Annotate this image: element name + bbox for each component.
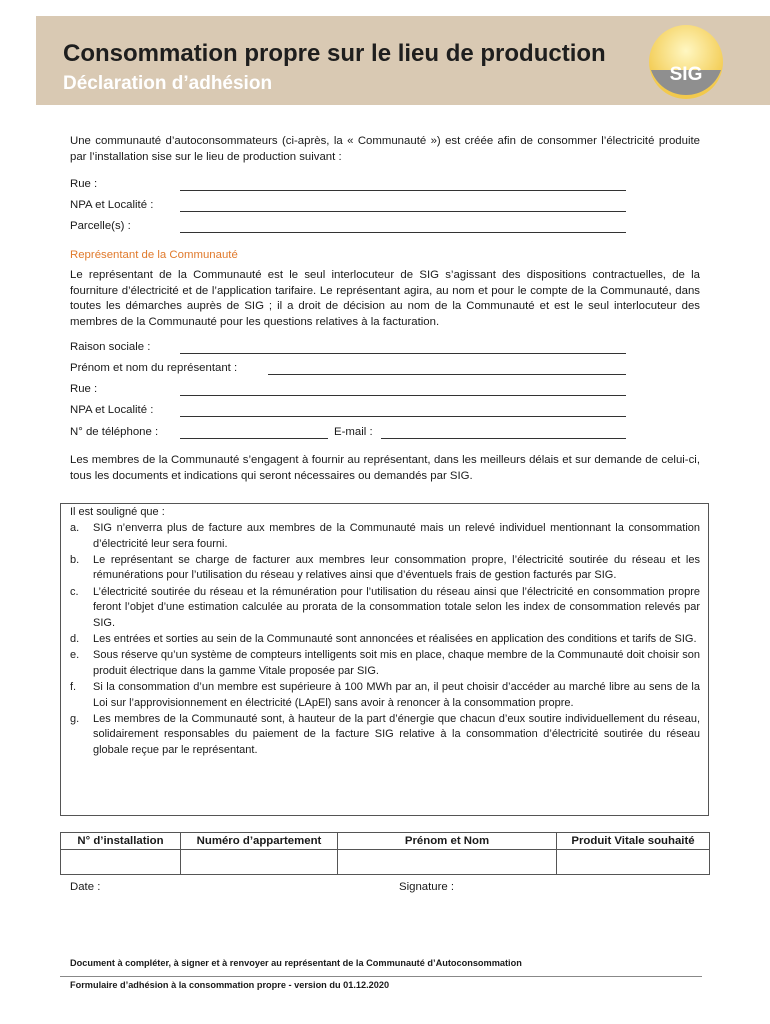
cell-produit[interactable] (557, 850, 710, 875)
cell-nom[interactable] (338, 850, 557, 875)
notice-intro: Il est souligné que : (70, 506, 165, 518)
notice-item-letter: b. (70, 553, 80, 566)
footer-divider (60, 976, 702, 977)
col-header-produit: Produit Vitale souhaité (557, 833, 710, 850)
site-npa-field[interactable] (180, 211, 626, 212)
rep-npa-label: NPA et Localité : (70, 404, 154, 416)
notice-item-letter: f. (70, 680, 77, 693)
telephone-label: N° de téléphone : (70, 426, 159, 438)
page-subtitle: Déclaration d’adhésion (63, 73, 273, 94)
notice-item (70, 553, 700, 584)
representative-paragraph: Le représentant de la Communauté est le seul interlocuteur de SIG s’agissant des dispositions contractuelles, de la fourniture d’électricité et de l’application tarifaire. Le représentant agira, au nom et pour le compte de la Communauté, dans toutes les démarches auprès de SIG ; il a droit de décision au nom de la Communauté et est le seul interlocuteur des membres de la Communauté pour les questions relatives à la facturation. (70, 269, 700, 328)
logo-text: SIG (669, 64, 703, 85)
notice-item-letter: d. (70, 632, 80, 645)
table-row (61, 850, 710, 875)
page-title: Consommation propre sur le lieu de production (63, 40, 606, 67)
notice-item-text: L’électricité soutirée du réseau et la rémunération pour l’utilisation du réseau ainsi que l’électricité en consommation propre feront l’objet d’une estimation calculée au prorata de la consommation totale selon les index de consommation relevés par SIG. (93, 585, 700, 629)
notice-item-letter: c. (70, 585, 79, 598)
email-label: E-mail : (334, 426, 373, 438)
notice-item (70, 521, 700, 552)
notice-item-text: SIG n’enverra plus de facture aux membres de la Communauté mais un relevé individuel mentionnant la consommation d’électricité leur sera fourni. (93, 522, 700, 550)
notice-item (70, 632, 700, 648)
cell-appartement[interactable] (181, 850, 338, 875)
col-header-appartement: Numéro d’appartement (181, 833, 338, 850)
notice-item-letter: g. (70, 712, 80, 725)
email-field[interactable] (381, 438, 626, 439)
notice-item (70, 648, 700, 679)
prenom-nom-label: Prénom et nom du représentant : (70, 362, 238, 374)
intro-paragraph: Une communauté d’autoconsommateurs (ci-après, la « Communauté ») est créée afin de consommer l’électricité produite par l’installation sise sur le lieu de production suivant : (70, 135, 700, 163)
notice-item-letter: a. (70, 522, 80, 534)
prenom-nom-field[interactable] (268, 374, 626, 375)
rep-rue-label: Rue : (70, 383, 98, 395)
footer-instruction: Document à compléter, à signer et à renvoyer au représentant de la Communauté d’Autoconsommation (70, 958, 522, 968)
site-rue-label: Rue : (70, 178, 98, 190)
site-npa-label: NPA et Localité : (70, 199, 154, 211)
members-commitment-paragraph: Les membres de la Communauté s’engagent à fournir au représentant, dans les meilleurs délais et sur demande de celui-ci, tous les documents et indications qui seront nécessaires ou demandés par SIG. (70, 454, 700, 482)
signature-label: Signature : (399, 881, 455, 893)
sig-logo (646, 22, 726, 102)
notice-item (70, 712, 700, 759)
notice-item-text: Le représentant se charge de facturer aux membres leur consommation propre, l’électricité soutirée du réseau et les rémunérations pour l’utilisation du réseau y relatives ainsi que d’éventuels frais de gestion facturés par SIG. (93, 553, 700, 582)
notice-item-text: Les membres de la Communauté sont, à hauteur de la part d’énergie que chacun d’eux soutire individuellement du réseau, solidairement responsables du paiement de la facture SIG relative à la consommation d’électricité soutirée du réseau globale reçue par le représentant. (93, 712, 700, 756)
col-header-nom: Prénom et Nom (338, 833, 557, 850)
raison-sociale-label: Raison sociale : (70, 341, 151, 353)
notice-item (70, 585, 700, 632)
telephone-field[interactable] (180, 438, 328, 439)
cell-installation[interactable] (61, 850, 181, 875)
representative-section-title: Représentant de la Communauté (70, 249, 238, 261)
rep-rue-field[interactable] (180, 395, 626, 396)
footer-version: Formulaire d’adhésion à la consommation propre - version du 01.12.2020 (70, 980, 390, 990)
notice-item-text: Si la consommation d’un membre est supérieure à 100 MWh par an, il peut choisir d’accéder au marché libre au sens de la Loi sur l’approvisionnement en électricité (LApEl) sans avoir à renoncer à la consommation propre. (93, 680, 700, 709)
notice-item-letter: e. (70, 649, 80, 662)
notice-item (70, 680, 700, 711)
notice-item-text: Sous réserve qu’un système de compteurs intelligents soit mis en place, chaque membre de la Communauté doit choisir son produit électrique dans la gamme Vitale proposée par SIG. (93, 649, 700, 677)
col-header-installation: N° d’installation (61, 833, 181, 850)
installation-table (60, 832, 710, 875)
rep-npa-field[interactable] (180, 416, 626, 417)
notice-list (70, 521, 700, 759)
raison-sociale-field[interactable] (180, 353, 626, 354)
site-rue-field[interactable] (180, 190, 626, 191)
site-parcelle-label: Parcelle(s) : (70, 220, 131, 232)
notice-item-text: Les entrées et sorties au sein de la Communauté sont annoncées et réalisées en application des conditions et tarifs de SIG. (93, 632, 697, 645)
site-parcelle-field[interactable] (180, 232, 626, 233)
date-label: Date : (70, 881, 101, 893)
